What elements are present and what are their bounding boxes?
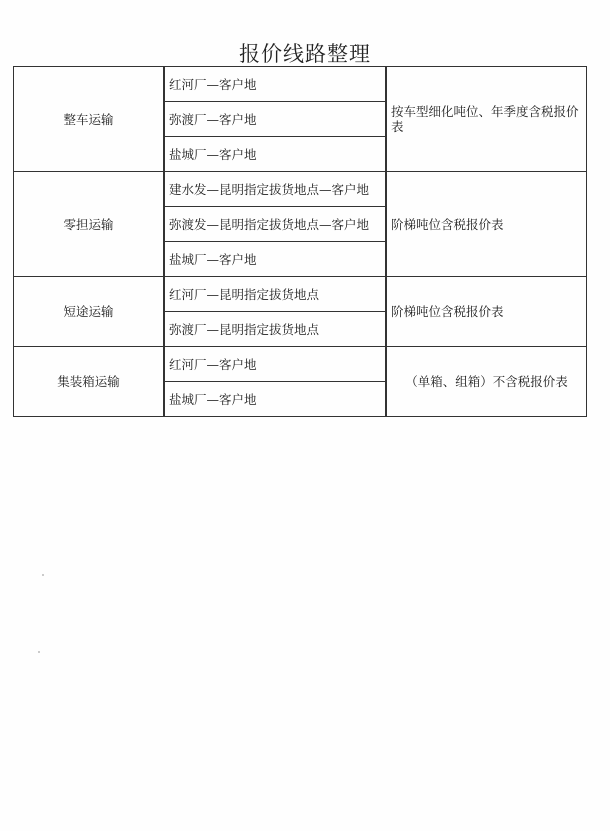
route-cell: 红河厂—客户地 — [164, 67, 386, 102]
route-cell: 红河厂—客户地 — [164, 347, 386, 382]
route-cell: 盐城厂—客户地 — [164, 242, 386, 277]
category-cell: 零担运输 — [14, 172, 165, 277]
table-row — [14, 277, 587, 312]
table-row — [14, 347, 587, 382]
scan-speck — [42, 574, 44, 576]
route-cell: 红河厂—昆明指定拔货地点 — [164, 277, 386, 312]
quote-type-cell: 按车型细化吨位、年季度含税报价表 — [386, 67, 587, 172]
route-table — [13, 66, 587, 417]
route-cell: 弥渡厂—昆明指定拔货地点 — [164, 312, 386, 347]
route-cell: 弥渡厂—客户地 — [164, 102, 386, 137]
category-cell: 集装箱运输 — [14, 347, 165, 417]
quote-type-cell: （单箱、组箱）不含税报价表 — [386, 347, 587, 417]
page-title: 报价线路整理 — [239, 42, 371, 66]
route-cell: 盐城厂—客户地 — [164, 382, 386, 417]
quote-type-cell: 阶梯吨位含税报价表 — [386, 277, 587, 347]
route-cell: 盐城厂—客户地 — [164, 137, 386, 172]
table-row — [14, 172, 587, 207]
table-row — [14, 67, 587, 102]
route-cell: 建水发—昆明指定拔货地点—客户地 — [164, 172, 386, 207]
route-cell: 弥渡发—昆明指定拔货地点—客户地 — [164, 207, 386, 242]
quote-type-cell: 阶梯吨位含税报价表 — [386, 172, 587, 277]
scan-speck — [38, 651, 40, 653]
category-cell: 整车运输 — [14, 67, 165, 172]
category-cell: 短途运输 — [14, 277, 165, 347]
